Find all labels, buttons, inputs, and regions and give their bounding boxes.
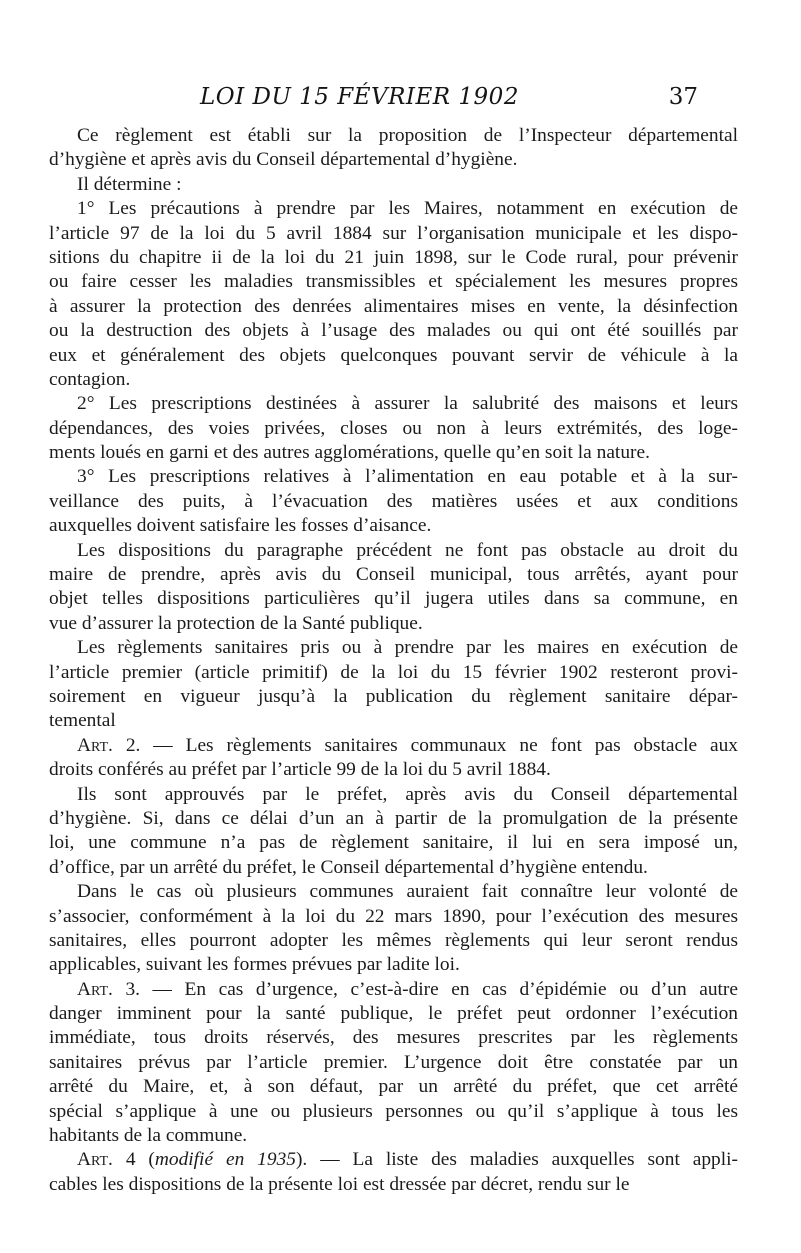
line-content xyxy=(49,1173,629,1197)
line-content xyxy=(77,734,738,758)
text-line xyxy=(0,880,801,904)
line-text: Ils sont approuvés par le préfet, après avis du Conseil départemental xyxy=(77,783,738,805)
line-text: d’hygiène et après avis du Conseil départemental d’hygiène. xyxy=(49,149,518,171)
page-header xyxy=(200,80,698,114)
text-line xyxy=(0,807,801,831)
line-text: Ce règlement est établi sur la proposition de l’Inspecteur départemental xyxy=(77,125,738,146)
line-content xyxy=(49,612,423,636)
text-line xyxy=(0,490,801,514)
line-text: ou la destruction des objets à l’usage des malades ou qui ont été souillés par xyxy=(49,320,738,342)
line-text: 3° Les prescriptions relatives à l’alimentation en eau potable et à la sur- xyxy=(77,466,738,488)
line-text: à assurer la protection des denrées alimentaires mises en vente, la désinfection xyxy=(49,295,738,317)
line-content xyxy=(49,1026,738,1050)
line-content xyxy=(49,319,738,343)
line-text: sanitaires prévus par l’article premier. L’urgence doit être constatée par un xyxy=(49,1051,738,1073)
line-text: s’associer, conformément à la loi du 22 mars 1890, pour l’exécution des mesures xyxy=(49,905,738,927)
line-text: loi, une commune n’a pas de règlement sanitaire, il lui en sera imposé un, xyxy=(49,832,738,854)
line-text: auxquelles doivent satisfaire les fosses d’aisance. xyxy=(49,515,432,537)
line-text: Dans le cas où plusieurs communes auraient fait connaître leur volonté de xyxy=(77,881,738,903)
text-line xyxy=(0,1002,801,1026)
line-text: sanitaires, elles pourront adopter les mêmes règlements qui leur seront rendus xyxy=(49,929,738,951)
text-line xyxy=(0,417,801,441)
line-content xyxy=(77,465,738,489)
line-content xyxy=(49,1100,738,1124)
text-line xyxy=(0,636,801,660)
line-content xyxy=(49,807,738,831)
line-text: applicables, suivant les formes prévues par ladite loi. xyxy=(49,954,460,976)
line-text: d’office, par un arrêté du préfet, le Conseil départemental d’hygiène entendu. xyxy=(49,856,648,878)
text-line xyxy=(0,295,801,319)
line-text: 2° Les prescriptions destinées à assurer la salubrité des maisons et leurs xyxy=(77,393,738,415)
line-content xyxy=(49,222,738,246)
line-text: — En cas d’urgence, c’est-à-dire en cas d’épidémie ou d’un autre xyxy=(140,978,738,1000)
text-line xyxy=(0,734,801,758)
text-line xyxy=(0,1100,801,1124)
line-content xyxy=(49,953,460,977)
article-label: Art. 4 xyxy=(77,1149,136,1171)
line-content xyxy=(49,563,738,587)
line-content xyxy=(49,514,431,538)
line-content xyxy=(49,1124,247,1148)
line-content xyxy=(49,1002,738,1026)
text-line xyxy=(0,783,801,807)
text-line xyxy=(0,368,801,392)
line-content xyxy=(49,270,738,294)
line-content xyxy=(49,1075,738,1099)
line-content xyxy=(49,661,738,685)
line-content xyxy=(77,880,738,904)
line-text: soirement en vigueur jusqu’à la publication du règlement sanitaire dépar- xyxy=(49,685,738,707)
line-text: ments loués en garni et des autres agglomérations, quelle qu’en soit la nature. xyxy=(49,442,650,464)
text-line xyxy=(0,319,801,343)
line-text: cables les dispositions de la présente loi est dressée par décret, rendu sur le xyxy=(49,1173,630,1195)
line-text: arrêté du Maire, et, à son défaut, par un arrêté du préfet, que cet arrêté xyxy=(49,1076,738,1098)
line-content xyxy=(49,368,130,392)
line-text: ou faire cesser les maladies transmissibles et spécialement les mesures propres xyxy=(49,271,738,293)
line-text: l’article premier (article primitif) de la loi du 15 février 1902 resteront provi- xyxy=(49,661,738,683)
text-line xyxy=(0,539,801,563)
line-content xyxy=(49,831,738,855)
text-line xyxy=(0,1173,801,1197)
line-content xyxy=(49,587,738,611)
line-content xyxy=(77,392,738,416)
line-text: maire de prendre, après avis du Conseil municipal, tous arrêtés, ayant pour xyxy=(49,564,738,586)
line-text: veillance des puits, à l’évacuation des matières usées et aux conditions xyxy=(49,490,738,512)
line-content xyxy=(49,417,738,441)
line-text: contagion. xyxy=(49,368,131,390)
text-line xyxy=(0,392,801,416)
line-text: eux et généralement des objets quelconques pouvant servir de véhicule à la xyxy=(49,344,738,366)
line-content xyxy=(49,758,551,782)
text-line xyxy=(0,953,801,977)
line-text: Les dispositions du paragraphe précédent ne font pas obstacle au droit du xyxy=(77,539,738,561)
line-content xyxy=(77,783,738,807)
text-line xyxy=(0,1026,801,1050)
line-content xyxy=(77,978,738,1002)
text-line xyxy=(0,1075,801,1099)
text-line xyxy=(0,465,801,489)
line-text: — Les règlements sanitaires communaux ne font pas obstacle aux xyxy=(140,734,738,756)
text-line xyxy=(0,514,801,538)
line-text: d’hygiène. Si, dans ce délai d’un an à partir de la promulgation de la présente xyxy=(49,807,738,829)
text-line xyxy=(0,246,801,270)
line-content xyxy=(49,344,738,368)
text-line xyxy=(0,173,801,197)
line-content xyxy=(49,490,738,514)
line-content xyxy=(49,709,116,733)
running-title: LOI DU 15 FÉVRIER 1902 xyxy=(200,84,519,110)
line-content xyxy=(77,124,738,148)
line-content xyxy=(49,905,738,929)
line-content xyxy=(49,441,650,465)
line-text: ). — La liste des maladies auxquelles sont appli- xyxy=(295,1149,738,1171)
line-content xyxy=(77,636,738,660)
text-line xyxy=(0,270,801,294)
text-line xyxy=(0,441,801,465)
text-line xyxy=(0,222,801,246)
line-content xyxy=(49,929,738,953)
text-line xyxy=(0,1051,801,1075)
line-content xyxy=(77,1148,738,1172)
body-text xyxy=(0,124,801,1197)
line-text: Il détermine : xyxy=(77,173,182,195)
text-line xyxy=(0,148,801,172)
line-content xyxy=(77,539,738,563)
text-line xyxy=(0,587,801,611)
text-line xyxy=(0,124,801,148)
text-line xyxy=(0,758,801,782)
line-content xyxy=(49,295,738,319)
line-text: objet telles dispositions particulières qu’il jugera utiles dans sa commune, en xyxy=(49,588,738,610)
text-line xyxy=(0,1148,801,1172)
line-content xyxy=(77,173,181,197)
line-prefix: ( xyxy=(135,1149,155,1171)
line-text: vue d’assurer la protection de la Santé publique. xyxy=(49,612,423,634)
text-line xyxy=(0,929,801,953)
line-text: Les règlements sanitaires pris ou à prendre par les maires en exécution de xyxy=(77,637,738,659)
text-line xyxy=(0,612,801,636)
line-content xyxy=(77,197,738,221)
italic-note: modifié en 1935 xyxy=(154,1149,296,1171)
text-line xyxy=(0,709,801,733)
line-text: sitions du chapitre ii de la loi du 21 juin 1898, sur le Code rural, pour prévenir xyxy=(49,246,738,268)
line-content xyxy=(49,1051,738,1075)
line-text: habitants de la commune. xyxy=(49,1125,248,1147)
text-line xyxy=(0,197,801,221)
line-text: 1° Les précautions à prendre par les Maires, notamment en exécution de xyxy=(77,198,738,220)
line-text: dépendances, des voies privées, closes ou non à leurs extrémités, des loge- xyxy=(49,417,738,439)
line-content xyxy=(49,685,738,709)
text-line xyxy=(0,344,801,368)
line-content xyxy=(49,148,517,172)
article-label: Art. 2. xyxy=(77,734,141,756)
line-text: droits conférés au préfet par l’article 99 de la loi du 5 avril 1884. xyxy=(49,759,551,781)
text-line xyxy=(0,685,801,709)
line-text: danger imminent pour la santé publique, le préfet peut ordonner l’exécution xyxy=(49,1003,738,1025)
line-content xyxy=(49,246,738,270)
line-content xyxy=(49,856,648,880)
line-text: spécial s’applique à une ou plusieurs personnes ou qu’il s’applique à tous les xyxy=(49,1100,738,1122)
line-text: temental xyxy=(49,710,116,732)
text-line xyxy=(0,563,801,587)
text-line xyxy=(0,831,801,855)
text-line xyxy=(0,1124,801,1148)
line-text: immédiate, tous droits réservés, des mesures prescrites par les règlements xyxy=(49,1027,738,1049)
text-line xyxy=(0,905,801,929)
article-label: Art. 3. xyxy=(77,978,140,1000)
page-number: 37 xyxy=(668,84,698,110)
text-line xyxy=(0,856,801,880)
line-text: l’article 97 de la loi du 5 avril 1884 sur l’organisation municipale et les dispo- xyxy=(49,222,738,244)
text-line xyxy=(0,661,801,685)
text-line xyxy=(0,978,801,1002)
